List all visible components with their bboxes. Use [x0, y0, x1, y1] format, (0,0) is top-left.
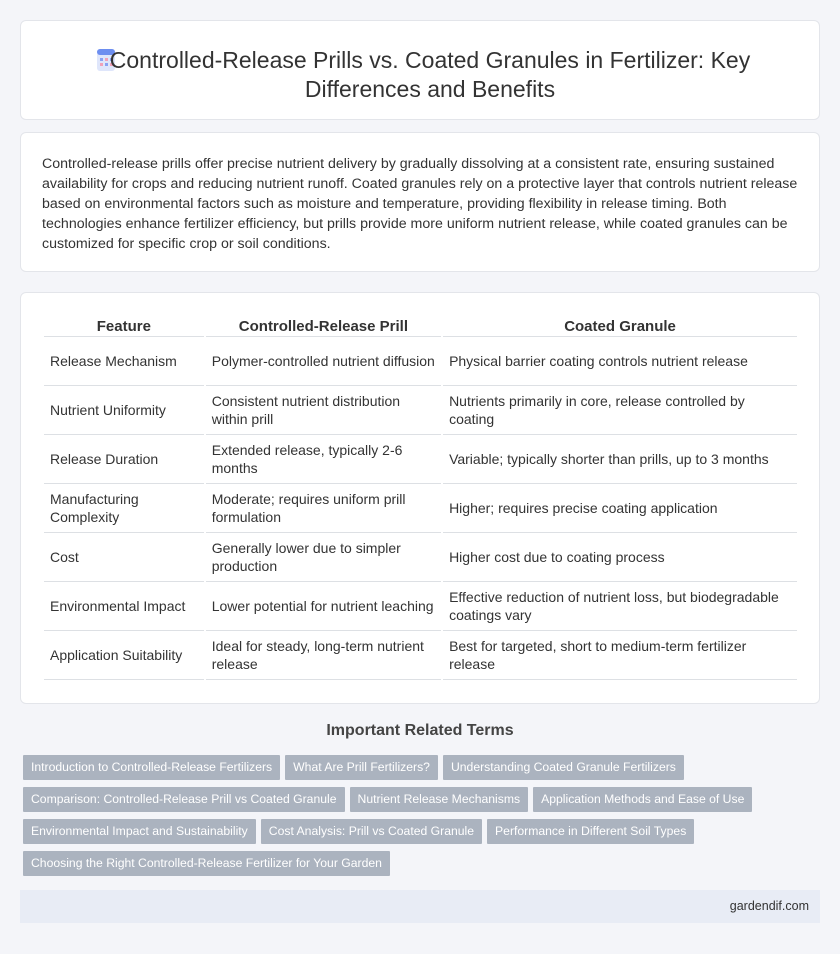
prill-cell: Polymer-controlled nutrient diffusion — [206, 337, 441, 386]
table-row — [44, 631, 797, 680]
comparison-card — [20, 292, 820, 704]
related-term-link[interactable]: Choosing the Right Controlled-Release Fertilizer for Your Garden — [23, 851, 390, 876]
related-term-link[interactable]: Understanding Coated Granule Fertilizers — [443, 755, 684, 780]
table-row — [44, 533, 797, 582]
table-row — [44, 484, 797, 533]
feature-cell: Cost — [44, 533, 204, 582]
comparison-table — [42, 313, 799, 680]
granule-cell: Higher; requires precise coating application — [443, 484, 797, 533]
table-row — [44, 386, 797, 435]
feature-cell: Release Duration — [44, 435, 204, 484]
related-term-link[interactable]: What Are Prill Fertilizers? — [285, 755, 438, 780]
prill-cell: Consistent nutrient distribution within prill — [206, 386, 441, 435]
granule-cell: Best for targeted, short to medium-term fertilizer release — [443, 631, 797, 680]
related-terms-list — [23, 755, 823, 883]
prill-cell: Moderate; requires uniform prill formulation — [206, 484, 441, 533]
page-title: Controlled-Release Prills vs. Coated Granules in Fertilizer: Key Differences and Benefits — [109, 47, 751, 102]
granule-cell: Effective reduction of nutrient loss, but biodegradable coatings vary — [443, 582, 797, 631]
header-feature: Feature — [44, 313, 204, 337]
feature-cell: Manufacturing Complexity — [44, 484, 204, 533]
granule-cell: Higher cost due to coating process — [443, 533, 797, 582]
footer-site-name: gardendif.com — [729, 899, 809, 913]
tag-row — [23, 755, 823, 787]
header-card — [20, 20, 820, 120]
granule-cell: Nutrients primarily in core, release controlled by coating — [443, 386, 797, 435]
table-header-row — [44, 313, 797, 337]
related-term-link[interactable]: Cost Analysis: Prill vs Coated Granule — [261, 819, 482, 844]
related-term-link[interactable]: Comparison: Controlled-Release Prill vs Coated Granule — [23, 787, 345, 812]
granule-cell: Variable; typically shorter than prills, up to 3 months — [443, 435, 797, 484]
prill-cell: Generally lower due to simpler production — [206, 533, 441, 582]
feature-cell: Release Mechanism — [44, 337, 204, 386]
related-terms-title: Important Related Terms — [326, 722, 514, 739]
prill-cell: Lower potential for nutrient leaching — [206, 582, 441, 631]
header-prill: Controlled-Release Prill — [206, 313, 441, 337]
feature-cell: Nutrient Uniformity — [44, 386, 204, 435]
related-term-link[interactable]: Nutrient Release Mechanisms — [350, 787, 529, 812]
related-term-link[interactable]: Introduction to Controlled-Release Fertilizers — [23, 755, 280, 780]
related-term-link[interactable]: Performance in Different Soil Types — [487, 819, 694, 844]
granule-cell: Physical barrier coating controls nutrient release — [443, 337, 797, 386]
intro-card — [20, 132, 820, 272]
feature-cell: Environmental Impact — [44, 582, 204, 631]
related-term-link[interactable]: Application Methods and Ease of Use — [533, 787, 752, 812]
table-row — [44, 337, 797, 386]
prill-cell: Extended release, typically 2-6 months — [206, 435, 441, 484]
table-row — [44, 582, 797, 631]
intro-paragraph: Controlled-release prills offer precise nutrient delivery by gradually dissolving at a consistent rate, ensuring sustained availability for crops and reducing nutrient runoff. Coated granules rely on a protective layer that controls nutrient release based on environmental factors such as moisture and temperature, providing flexibility in release timing. Both technologies enhance fertilizer efficiency, but prills provide more uniform nutrient release, while coated granules can be customized for specific crop or soil conditions. — [42, 156, 798, 252]
feature-cell: Application Suitability — [44, 631, 204, 680]
related-term-link[interactable]: Environmental Impact and Sustainability — [23, 819, 256, 844]
table-row — [44, 435, 797, 484]
tag-row — [23, 851, 823, 883]
footer — [20, 890, 820, 923]
tag-row — [23, 819, 823, 851]
tag-row — [23, 787, 823, 819]
prill-cell: Ideal for steady, long-term nutrient release — [206, 631, 441, 680]
header-coated-granule: Coated Granule — [443, 313, 797, 337]
